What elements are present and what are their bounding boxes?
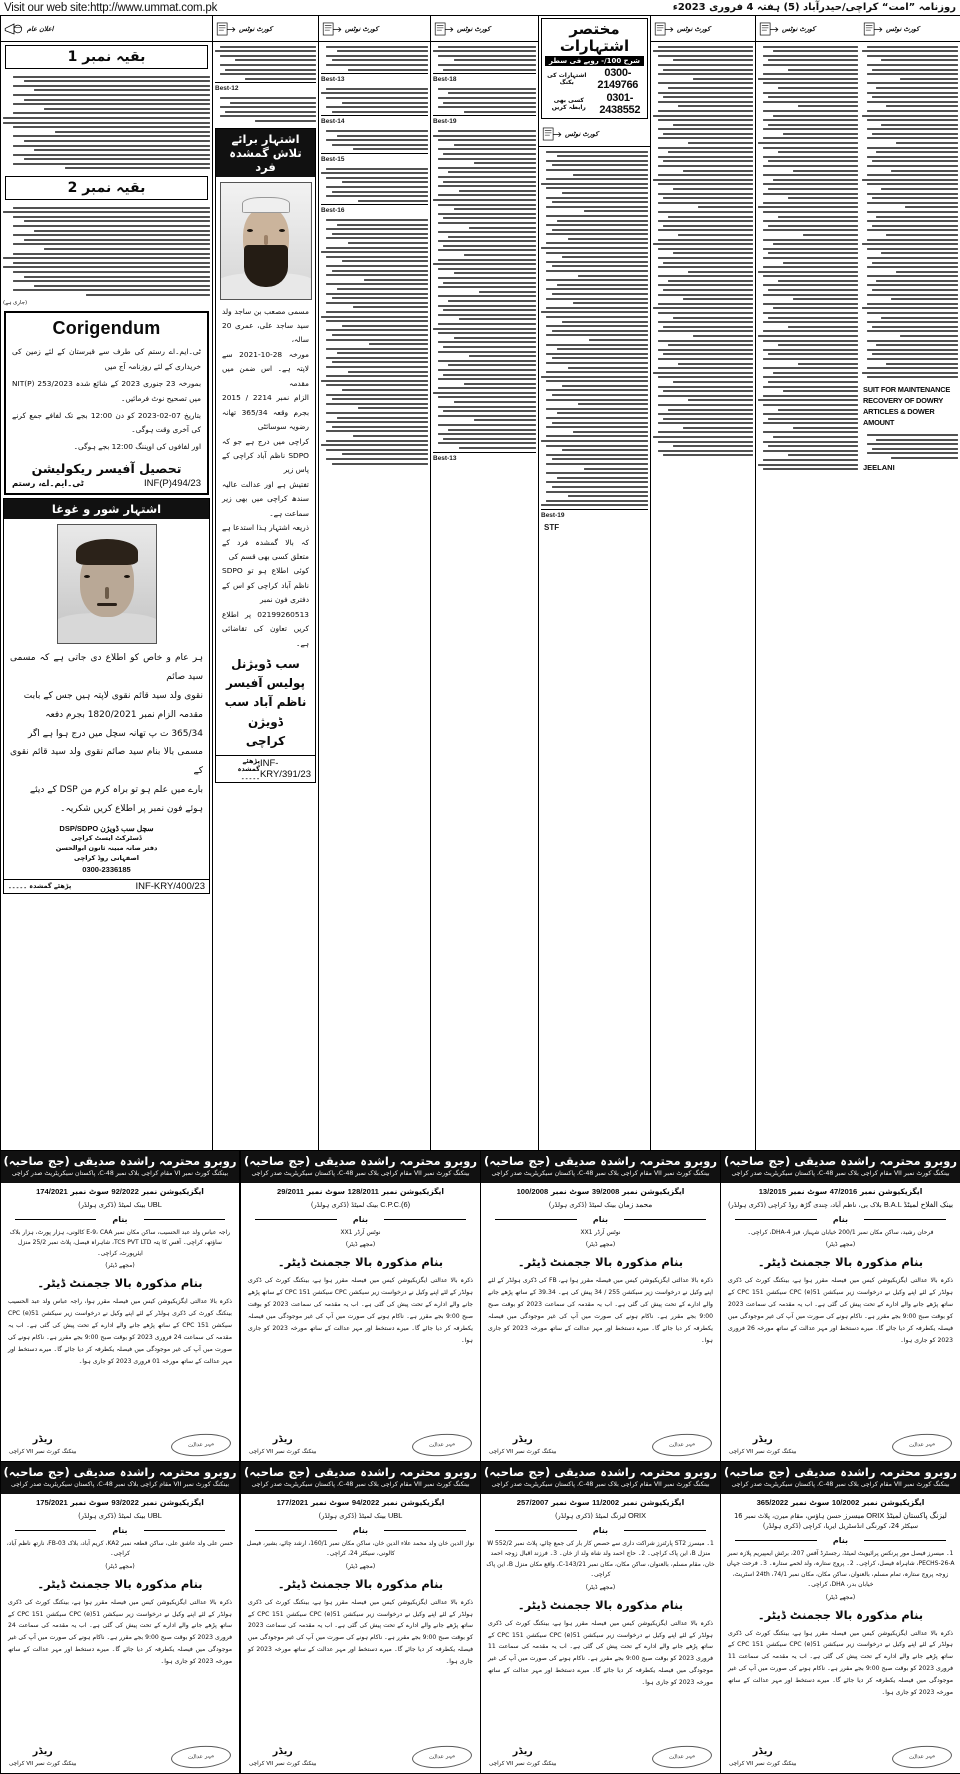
best-label-stf: Best-19 <box>541 509 648 521</box>
photo-ad-1-heading: اشتہار برائے تلاش گمشدہ فرد <box>216 129 315 177</box>
notice-footer <box>241 1431 480 1461</box>
court-notice-icon-strip-6 <box>756 16 860 42</box>
corigendum-office: ٹی۔ایم۔اے، رستم <box>12 479 84 490</box>
classified-stack-6 <box>319 42 430 468</box>
photo-ad-2-line-1: ہر عام و خاص کو اطلاع دی جاتی ہے کہ مسمی سید صائم <box>10 653 203 682</box>
banner-rate: شرح 100/- روپے فی سطر <box>545 56 644 66</box>
case-numbers <box>241 1183 480 1197</box>
court-notice-card[interactable] <box>240 1150 480 1462</box>
court-seal: مہر عدالت <box>891 1432 952 1458</box>
notice-body: ذکرہ بالا عدالتی ایگزیکیوشن کیس میں فیصلہ مقرر ہوا ہے، FB کی ڈکری ہولڈر کے لئے اپنے وکیل نے درخواست زیر سیکشن 255 / 34 پیش کی ہے۔ 39.34 کے ساتھ پڑھے جانے والے ادارے کے تحت پیش کی گئی ہے۔ اب یہ مقدمہ کی سماعت 2023 کو بوقت صبح 9:00 بجے مقرر ہے۔ ناکام ہونے کی صورت میں آپ کی غیر موجودگی میں فیصلہ یکطرفہ کر دیا جائے گا۔ میرے دستخط اور مہر عدالت کے ساتھ مورخہ 2023 کو جاری ہوا۔ <box>488 1277 713 1344</box>
best-label-d: Best-16 <box>321 204 428 216</box>
execution-label: ایگزیکیوشن نمبر <box>621 1186 685 1196</box>
suit-label: سوٹ نمبر <box>550 1186 590 1196</box>
court-notice-icon-label-2: کورٹ نوٹس <box>345 24 379 33</box>
notice-footer <box>241 1743 480 1773</box>
defendant-tail: (مجھے ڈیٹر) <box>105 1562 135 1570</box>
notice-footer <box>721 1431 960 1461</box>
suit-label: سوٹ نمبر <box>70 1186 109 1196</box>
court-notice-icon <box>321 20 343 38</box>
classified-stack-2 <box>756 42 860 474</box>
reader-signature: ریڈر بینکنگ کورٹ نمبر VII کراچی <box>729 1746 797 1767</box>
plaintiff-subtitle: بینک لمیٹڈ (ڈکری ہولڈر) <box>548 1200 616 1209</box>
defendant-details: راجہ عباس ولد عبد الحسیب، ساکن مکان نمبر E-9، CAA کالونی، ہزار پورٹ، ہزار بلاک ساؤتھ، کراچی۔ آفس کا پتہ TCS PVT LTD، شاہراہ فیصل، پلاٹ نمبر 25/2 منزل ایئرپورٹ، کراچی۔ <box>9 1228 231 1257</box>
versus-divider: بنام <box>1 1212 239 1226</box>
bearded-man-photo <box>220 182 312 300</box>
suit-label: سوٹ نمبر <box>551 1497 590 1507</box>
page-body <box>0 16 960 1774</box>
photo-ad-2-phone[interactable]: 0300-2336185 <box>82 864 131 874</box>
judge-name: روبرو محترمہ راشدہ صدیقی (جج صاحبہ) <box>484 1154 717 1168</box>
plaintiff-name: محمد زمان <box>618 1199 653 1209</box>
column-photo-ad-1 <box>212 16 318 1150</box>
plaintiff-subtitle: بلاک بی، ناظم آباد، چندی گڑھ روڈ کراچی (ڈکری ہولڈر) <box>727 1200 882 1209</box>
classified-stack-0-tail <box>860 430 960 462</box>
plaintiff-name: B.A.L بینک الفلاح لمیٹڈ <box>883 1199 953 1209</box>
plaintiff-name: میسرز ORIX لیزنگ پاکستان لمیٹڈ <box>843 1510 947 1520</box>
addressed-to: بنام مذکورہ بالا ججمنٹ ڈیٹر۔ <box>37 1576 203 1591</box>
reader-signature: ریڈر بینکنگ کورٹ نمبر VII کراچی <box>249 1434 317 1455</box>
judge-name: روبرو محترمہ راشدہ صدیقی (جج صاحبہ) <box>3 1465 237 1479</box>
addressed-to: بنام مذکورہ بالا ججمنٹ ڈیٹر۔ <box>37 1276 203 1291</box>
versus-divider: بنام <box>241 1523 480 1537</box>
execution-label: ایگزیکیوشن نمبر <box>381 1497 445 1507</box>
court-notice-icon-label-6: کورٹ نوٹس <box>782 24 816 33</box>
photo-ad-1-line-1: مسمی مصعب بن ساجد ولد سید ساجد علی، عمری 20 سالہ، <box>222 306 309 345</box>
best-label-f: Best-19 <box>433 115 536 127</box>
judge-name: روبرو محترمہ راشدہ صدیقی (جج صاحبہ) <box>484 1465 717 1479</box>
reader-court: بینکنگ کورٹ نمبر VII کراچی <box>249 1760 317 1767</box>
plaintiff-subtitle: لیزنگ لمیٹڈ (ڈکری ہولڈر) <box>554 1511 626 1520</box>
corigendum-line-2: بمورخہ 23 جنوری 2023 کے شائع شدہ NIT(P) 253/2023 میں تصحیح نوٹ فرمائیں۔ <box>12 378 202 403</box>
suit-for-maintenance-block <box>860 382 960 430</box>
suit-number: 174/2021 <box>36 1186 68 1196</box>
court-notice-icon <box>215 20 237 38</box>
column-classifieds-1 <box>860 16 960 1150</box>
photo-ad-1-line-3: الزام نمبر 2214 / 2015 بجرم وقعہ 365/34 تھانہ رضویہ سوسائٹی <box>222 393 310 432</box>
court-notice-icon <box>433 20 455 38</box>
photo-ad-2-line-3: مقدمہ الزام نمبر 1820/2021 بجرم دفعہ <box>45 709 203 720</box>
notice-footer <box>1 1431 239 1461</box>
plaintiff-subtitle: بینک لمیٹڈ (ڈکری ہولڈر) <box>78 1200 146 1209</box>
photo-ad-1-line-5: تفتیش ہے اور عدالت عالیہ سندھ کراچی میں بھی زیر سماعت ہے۔ <box>222 479 309 518</box>
judge-name: روبرو محترمہ راشدہ صدیقی (جج صاحبہ) <box>244 1465 477 1479</box>
photo-ad-2-heading: اشتہار شور و غوغا <box>4 499 209 519</box>
court-notice-card[interactable] <box>0 1150 240 1462</box>
judge-name: روبرو محترمہ راشدہ صدیقی (جج صاحبہ) <box>724 1465 957 1479</box>
corigendum-signatory-role: تحصیل آفیسر ریکولیشن <box>31 461 182 477</box>
photo-ad-shor-o-ghogha <box>3 498 210 894</box>
plaintiff-subtitle: بینک لمیٹڈ (ڈکری ہولڈر) <box>310 1200 379 1209</box>
continuation-heading-1: بقیہ نمبر 1 <box>5 45 208 69</box>
best-label-12: Best-12 <box>215 82 316 94</box>
continuation-text-1 <box>1 72 212 173</box>
court-notice-card[interactable] <box>720 1462 960 1774</box>
plaintiff-block <box>1 1197 239 1212</box>
notice-footer <box>721 1743 960 1773</box>
notice-body: ذکرہ بالا عدالتی ایگزیکیوشن کیس میں فیصلہ مقرر ہوا ہے، بینکنگ کورٹ کی ڈکری ہولڈر کے لئے اپنے وکیل نے درخواست زیر سیکشن 51(e) CPC سیکشن 151 CPC کے ساتھ پڑھے جانے والے ادارے کے تحت پیش کی گئی ہے۔ اب یہ مقدمہ کی سماعت 2023 کو بوقت صبح 9:00 بجے مقرر ہے۔ ناکام ہونے کی صورت میں آپ کی غیر موجودگی میں فیصلہ یکطرفہ کر دیا جائے گا۔ میرے دستخط اور مہر عدالت کے ساتھ مورخہ 2023 کو جاری ہوا۔ <box>248 1598 473 1665</box>
court-seal: مہر عدالت <box>170 1744 231 1770</box>
photo-ad-2-footer <box>4 879 209 893</box>
photo-ad-1-signature <box>216 653 315 755</box>
reader-court: بینکنگ کورٹ نمبر VII کراچی <box>9 1760 77 1767</box>
defendant-tail: (مجھے ڈیٹر) <box>345 1241 376 1249</box>
suit-line-2: RECOVERY OF DOWRY <box>863 396 944 406</box>
plaintiff-subtitle: بینک لمیٹڈ (ڈکری ہولڈر) <box>318 1511 386 1520</box>
court-seal: مہر عدالت <box>891 1744 952 1770</box>
court-notice-icon <box>541 125 563 143</box>
court-address: بینکنگ کورٹ نمبر VII مقام کراچی بلاک نمبر 48-C، پاکستان سیکریٹریٹ صدر کراچی <box>251 1481 470 1489</box>
corigendum-signature <box>12 461 201 476</box>
corigendum-line-1: ٹی۔ایم۔اے رستم کی طرف سے قبرستان کے لئے زمین کی خریداری کے لئے روزنامہ آج میں <box>12 347 201 372</box>
banner-title: مختصر اشتہارات <box>559 20 630 55</box>
plaintiff-name: UBL <box>147 1199 162 1209</box>
defendant-details: نواز الدین خان ولد محمد علاء الدین خان، ساکن مکان نمبر 160/1، ارشد چائے، بشیر، فیصل کالونی، سیکٹر 24، کراچی۔ <box>246 1539 475 1558</box>
reader-court: بینکنگ کورٹ نمبر VII کراچی <box>249 1448 317 1455</box>
defendant-details: 1۔ میسرز ST2 پارٹنرز شراکت داری سے حصص کار بار کی جمع چائے، پلاٹ نمبر W 552/2 منزل B، این پاک کراچی۔ 2۔ حاج احمد ولد شاہ ولد از خان۔ 3۔ فرزند اقبال زوجہ احمد خان، مقام مسلم، بالعنوان، ساکن مکان، مکان نمبر C-143/21، واقع مکان منزل B، این پاک کراچی۔ <box>486 1539 715 1579</box>
case-numbers <box>1 1183 239 1197</box>
reader-signature: ریڈر بینکنگ کورٹ نمبر VII کراچی <box>489 1746 557 1767</box>
plaintiff-block <box>241 1508 480 1523</box>
plaintiff-name: UBL <box>387 1510 403 1520</box>
court-notice-card[interactable] <box>240 1462 480 1774</box>
photo-ad-1-line-8: 02199260513 پر اطلاع کریں تعاون کی تقاضائی ہے۔ <box>222 609 309 648</box>
photo-ad-1-line-7: کوئی اطلاع ہو تو SDPO ناظم آباد کراچی کو اس کے دفتری فون نمبر <box>222 566 309 605</box>
column-right-features <box>0 16 212 1150</box>
defendant-details: 1۔ میسرز فیصل مور پرنکس پرائیویٹ لمیٹڈ، رجسٹرڈ آفس 207، برٹش ایمپیریم پلازہ نمبر PECHS-26-A، شاہراہ فیصل، کراچی۔ 2۔ پروج ستارہ، ولد لحمے ستارہ۔ 3۔ فرحت جہاں زوجہ پروج ستارہ، تمام مسلم، بالعنوان، ساکن مکان، مکان نمبر 74/1، 24th اسٹریٹ، خیابان بدر، DHA، کراچی۔ <box>726 1549 955 1589</box>
versus-divider: بنام <box>241 1212 480 1226</box>
court-address: بینکنگ کورٹ نمبر VII مقام کراچی بلاک نمبر 48-C، پاکستان سیکریٹریٹ صدر کراچی <box>491 1170 710 1178</box>
photo-ad-2-line-7: ہوئے فون نمبر پر اطلاع کریں شکریہ۔ <box>60 804 203 815</box>
masthead <box>0 0 960 16</box>
corigendum-line-4: اور لفافوں کی اوپننگ 12:00 بجے ہوگی۔ <box>73 442 201 452</box>
photo-ad-2-line-5: مسمی بالا بنام سید صائم نقوی ولد سید قائم نقوی کے <box>10 747 203 777</box>
defendant-tail: (مجھے ڈیٹر) <box>345 1562 376 1570</box>
photo-ad-2-line-2: نقوی ولد سید قائم نقوی لاپتہ ہیں جس کے بابت <box>23 690 203 701</box>
photo-ad-1-footer <box>216 755 315 782</box>
photo-ad-2-sign-4: اصفہانی روڈ کراچی <box>74 853 139 862</box>
case-numbers <box>1 1494 239 1508</box>
best-label-g: Best-13 <box>433 452 536 464</box>
mukhtasar-ishtiharat-banner <box>541 18 648 119</box>
addressed-to: بنام مذکورہ بالا ججمنٹ ڈیٹر۔ <box>277 1255 444 1270</box>
classified-stack-4 <box>539 147 650 536</box>
photo-ad-2-sign-2: ڈسٹرکٹ ایسٹ کراچی <box>71 834 142 843</box>
photo-ad-1-inf-number: INF-KRY/391/23 <box>259 758 311 780</box>
best-label-c: Best-15 <box>321 153 428 165</box>
plaintiff-block <box>241 1197 480 1212</box>
notice-body: ذکرہ بالا عدالتی ایگزیکیوشن کیس میں فیصلہ مقرر ہوا ہے، بینکنگ کورٹ کی ڈکری ہولڈر کے لئے اپنے وکیل نے درخواست زیر سیکشن 51(e) CPC سیکشن 151 CPC کے ساتھ پڑھے جانے والے ادارے کے تحت پیش کی گئی ہے۔ اب یہ مقدمہ کی سماعت 24 فروری 2023 کو بوقت صبح 9:00 بجے مقرر ہے۔ ناکام ہونے کی صورت میں آپ کی غیر موجودگی میں فیصلہ یکطرفہ کر دیا جائے گا۔ میرے دستخط اور مہر عدالت کے ساتھ مورخہ 2023 کو جاری ہوا۔ <box>8 1598 232 1665</box>
suit-number: 100/2008 <box>516 1186 549 1196</box>
plaintiff-block <box>481 1197 720 1212</box>
court-notice-header <box>481 1462 720 1494</box>
court-address: بینکنگ کورٹ نمبر VII مقام کراچی بلاک نمبر 48-C، پاکستان سیکریٹریٹ صدر کراچی <box>731 1170 950 1178</box>
photo-ad-2-line-4: 365/34 ت پ تھانہ سچل میں درج ہوا ہے اگر <box>28 728 203 739</box>
corigendum-footer <box>12 478 201 489</box>
execution-label: ایگزیکیوشن نمبر <box>861 1497 925 1507</box>
photo-ad-2-footnote: پڑھئے گمشدہ ۔۔۔۔۔ <box>8 882 72 891</box>
notice-body: ذکرہ بالا عدالتی ایگزیکیوشن کیس میں فیصلہ مقرر ہوا ہے، بینکنگ کورٹ کی ڈکری ہولڈر کے لئے اپنے وکیل نے درخواست زیر سیکشن 51(e) CPC سیکشن 151 CPC کے ساتھ پڑھے جانے والے ادارے کے تحت پیش کی گئی ہے۔ اب یہ مقدمہ کی سماعت 11 فروری 2023 کو بوقت صبح 9:00 بجے مقرر ہے۔ ناکام ہونے کی صورت میں آپ کی غیر موجودگی میں فیصلہ یکطرفہ کر دیا جائے گا۔ میرے دستخط اور مہر عدالت کے ساتھ مورخہ 2023 کو جاری ہوا۔ <box>728 1629 953 1696</box>
suit-number: 177/2021 <box>276 1497 309 1507</box>
addressed-to: بنام مذکورہ بالا ججمنٹ ڈیٹر۔ <box>277 1576 444 1591</box>
court-notice-row-2 <box>0 1462 960 1774</box>
announce-icon-strip <box>1 16 212 42</box>
court-notice-header <box>721 1151 960 1183</box>
court-address: بینکنگ کورٹ نمبر VII مقام کراچی بلاک نمبر 48-C، پاکستان سیکریٹریٹ صدر کراچی <box>731 1481 950 1489</box>
column-classifieds-5 <box>430 16 538 1150</box>
court-notice-header <box>721 1462 960 1494</box>
photo-ad-2-line-6: بارے میں علم ہو تو براہ کرم من DSP کے دیئے <box>29 785 203 796</box>
court-notice-icon-label-4: کورٹ نوٹس <box>565 129 599 138</box>
continuation-text-2 <box>1 203 212 308</box>
versus-divider: بنام <box>721 1533 960 1547</box>
column-classifieds-2 <box>755 16 860 1150</box>
execution-label: ایگزیکیوشن نمبر <box>381 1186 444 1196</box>
banner-phone-label-1: اشتہارات کی بکنگ <box>547 72 587 86</box>
banner-phone-row-2 <box>545 92 644 116</box>
defendant-tail: (مجھے ڈیٹر) <box>105 1262 135 1270</box>
suit-label: سوٹ نمبر <box>310 1497 350 1507</box>
case-numbers <box>241 1494 480 1508</box>
addressed-to: بنام مذکورہ بالا ججمنٹ ڈیٹر۔ <box>517 1597 684 1612</box>
column-classifieds-6 <box>318 16 430 1150</box>
execution-number: 39/2008 <box>591 1186 620 1196</box>
versus-divider: بنام <box>721 1212 960 1226</box>
suit-line-1: SUIT FOR MAINTENANCE <box>863 384 951 394</box>
reader-signature: ریڈر بینکنگ کورٹ نمبر VII کراچی <box>9 1746 77 1767</box>
notice-body: ذکرہ بالا عدالتی ایگزیکیوشن کیس میں فیصلہ مقرر ہوا ہے، بینکنگ کورٹ کی ڈکری ہولڈر کے لئے اپنے وکیل نے درخواست زیر سیکشن CPC سیکشن 151 CPC کے ساتھ پڑھے جانے والے ادارے کے تحت پیش کی گئی ہے۔ اب یہ مقدمہ کی سماعت 2023 کو بوقت صبح 9:00 بجے مقرر ہے۔ ناکام ہونے کی صورت میں آپ کی غیر موجودگی میں فیصلہ یکطرفہ کر دیا جائے گا۔ میرے دستخط اور مہر عدالت کے ساتھ مورخہ 2023 کو جاری ہوا۔ <box>248 1277 473 1344</box>
defendant-details: نوٹس آرڈر XX1 <box>340 1228 381 1236</box>
photo-ad-2-body <box>4 647 209 821</box>
case-numbers <box>721 1494 960 1508</box>
suit-number: 29/2011 <box>277 1186 305 1196</box>
court-notice-icon-label-3: کورٹ نوٹس <box>457 24 491 33</box>
announce-icon-label: اعلان عام <box>27 24 54 33</box>
execution-number: 11/2002 <box>592 1497 620 1507</box>
case-numbers <box>721 1183 960 1197</box>
corigendum-inf-number: INF(P)494/23 <box>143 478 201 490</box>
banner-phone-row-1 <box>545 67 644 91</box>
notice-footer <box>1 1743 239 1773</box>
execution-number: 92/2022 <box>111 1186 139 1196</box>
photo-ad-1-photo-wrap <box>216 177 315 303</box>
notice-footer <box>481 1743 720 1773</box>
court-notice-card[interactable] <box>480 1150 720 1462</box>
photo-ad-1-body <box>216 303 315 654</box>
versus-divider: بنام <box>1 1523 239 1537</box>
photo-ad-2-sign-3: دفتر صانہ مبینہ ثانون ابوالحسن <box>55 844 158 853</box>
column-classifieds-3 <box>650 16 755 1150</box>
suit-number: 365/2022 <box>756 1497 789 1507</box>
court-notice-icon <box>653 20 675 38</box>
reader-signature: ریڈر بینکنگ کورٹ نمبر VII کراچی <box>249 1746 317 1767</box>
reader-court: بینکنگ کورٹ نمبر VII کراچی <box>9 1448 77 1455</box>
court-address: بینکنگ کورٹ نمبر VI مقام کراچی بلاک نمبر 48-C، پاکستان سیکریٹریٹ صدر کراچی <box>11 1170 229 1178</box>
photo-ad-1-sign-2: ناظم آباد سب ڈویژن <box>224 695 307 729</box>
suit-label: سوٹ نمبر <box>790 1497 830 1507</box>
banner-phone-1[interactable]: 0300-2149766 <box>597 67 639 91</box>
reader-signature: ریڈر بینکنگ کورٹ نمبر VII کراچی <box>489 1434 557 1455</box>
plaintiff-name: ORIX <box>627 1510 647 1520</box>
column-classifieds-4 <box>538 16 650 1150</box>
suit-label: سوٹ نمبر <box>788 1186 828 1196</box>
photo-ad-1-sign-3: کراچی <box>245 733 286 748</box>
jeelani-signature: JEELANI <box>863 462 895 472</box>
execution-label: ایگزیکیوشن نمبر <box>141 1186 204 1196</box>
court-notice-icon-strip-3 <box>431 16 538 42</box>
jari-hai-note: (جاری ہے) <box>3 299 28 306</box>
suit-number: 13/2015 <box>758 1186 787 1196</box>
defendant-tail: (مجھے ڈیٹر) <box>825 1593 856 1601</box>
short-hair-man-photo <box>57 524 157 644</box>
execution-number: 47/2016 <box>829 1186 858 1196</box>
court-seal: مہر عدالت <box>651 1432 712 1458</box>
reader-court: بینکنگ کورٹ نمبر VII کراچی <box>489 1448 557 1455</box>
case-numbers <box>481 1494 720 1508</box>
court-notice-header <box>1 1462 239 1494</box>
court-notice-grid <box>0 1150 960 1774</box>
reader-court: بینکنگ کورٹ نمبر VII کراچی <box>729 1760 797 1767</box>
court-notice-icon-label-5: کورٹ نوٹس <box>677 24 711 33</box>
court-notice-icon-strip-7 <box>860 16 960 42</box>
suit-number: 175/2021 <box>36 1497 68 1507</box>
execution-number: 94/2022 <box>351 1497 380 1507</box>
best-label-e: Best-18 <box>433 73 536 85</box>
defendant-details: فرحان رشید، ساکن مکان نمبر 200/1 خیابان شہباز، فیز DHA-4، کراچی۔ <box>747 1228 934 1236</box>
continuation-heading-2: بقیہ نمبر 2 <box>5 176 208 200</box>
photo-ad-2-inf-number: INF-KRY/400/23 <box>135 880 205 892</box>
suit-number: 257/2007 <box>516 1497 549 1507</box>
photo-ad-2-sign-1: DSP/SDPO سچل سب ڈویژن <box>59 824 154 834</box>
photo-ad-2-photo-wrap <box>4 519 209 647</box>
reader-court: بینکنگ کورٹ نمبر VII کراچی <box>489 1760 557 1767</box>
reader-signature: ریڈر بینکنگ کورٹ نمبر VII کراچی <box>729 1434 797 1455</box>
plaintiff-subtitle: حسن ہاؤس، مقام میرن، پلاٹ نمبر 16 سیکٹر 24، کورنگی انڈسٹریل ایریا، کراچی (ڈکری ہولڈر) <box>734 1511 919 1530</box>
classified-stack-5 <box>431 42 538 465</box>
plaintiff-name: C.P.C.(6) <box>380 1199 411 1209</box>
court-notice-icon <box>758 20 780 38</box>
stf-label: STF <box>544 522 560 532</box>
execution-label: ایگزیکیوشن نمبر <box>141 1497 204 1507</box>
plaintiff-block <box>721 1508 960 1533</box>
defendant-tail: (مجھے ڈیٹر) <box>585 1241 616 1249</box>
defendant-tail: (مجھے ڈیٹر) <box>825 1241 856 1249</box>
court-notice-header <box>481 1151 720 1183</box>
best-label-a: Best-13 <box>321 73 428 85</box>
execution-label: ایگزیکیوشن نمبر <box>621 1497 685 1507</box>
defendant-tail: (مجھے ڈیٹر) <box>585 1583 616 1591</box>
suit-line-4: AMOUNT <box>863 418 895 428</box>
court-seal: مہر عدالت <box>411 1432 472 1458</box>
notice-body: ذکرہ بالا عدالتی ایگزیکیوشن کیس میں فیصلہ مقرر ہوا ہے، بینکنگ کورٹ کی ڈکری ہولڈر کے لئے اپنے وکیل نے درخواست زیر سیکشن 51(e) CPC سیکشن 151 CPC کے ساتھ پڑھے جانے والے ادارے کے تحت پیش کی گئی ہے۔ اب یہ مقدمہ کی سماعت 2023 کو بوقت صبح 9:00 بجے مقرر ہے۔ ناکام ہونے کی صورت میں آپ کی غیر موجودگی میں فیصلہ یکطرفہ کر دیا جائے گا۔ میرے دستخط اور مہر عدالت کے ساتھ مورخہ 26 فروری 2023 کو جاری ہوا۔ <box>728 1277 954 1344</box>
court-notice-card[interactable] <box>0 1462 240 1774</box>
versus-divider: بنام <box>481 1212 720 1226</box>
court-notice-icon-label-7: کورٹ نوٹس <box>886 24 920 33</box>
court-notice-card[interactable] <box>480 1462 720 1774</box>
classifieds-upper-region <box>0 16 960 1150</box>
addressed-to: بنام مذکورہ بالا ججمنٹ ڈیٹر۔ <box>757 1255 924 1270</box>
plaintiff-block <box>1 1508 239 1523</box>
judge-name: روبرو محترمہ راشدہ صدیقی (جج صاحبہ) <box>244 1154 477 1168</box>
classified-stack-1 <box>213 42 318 126</box>
photo-ad-1-sign-1: سب ڈویژنل پولیس آفیسر <box>225 657 306 691</box>
court-seal: مہر عدالت <box>170 1432 231 1458</box>
banner-phone-list <box>545 67 644 116</box>
classified-stack-0 <box>860 42 960 382</box>
court-seal: مہر عدالت <box>651 1744 712 1770</box>
banner-phone-label-2: کسی بھی رابطہ کریں <box>551 97 586 111</box>
addressed-to: بنام مذکورہ بالا ججمنٹ ڈیٹر۔ <box>757 1607 924 1622</box>
reader-signature: ریڈر بینکنگ کورٹ نمبر VII کراچی <box>9 1434 77 1455</box>
court-notice-row-1 <box>0 1150 960 1462</box>
suit-line-3: ARTICLES & DOWER <box>863 407 935 417</box>
best-label-b: Best-14 <box>321 115 428 127</box>
execution-label: ایگزیکیوشن نمبر <box>859 1186 923 1196</box>
plaintiff-name: UBL <box>147 1510 162 1520</box>
defendant-details: حسن علی ولد عاشق علی، ساکن قطعہ نمبر KA2، کریم آباد، بلاک FB-03، نارتھ ناظم آباد، کراچی۔ <box>6 1539 234 1558</box>
photo-ad-1-line-6: ذریعہ اشتہار ہذا استدعا ہے کہ بالا گمشدہ فرد کے متعلق کسی بھی قسم کی <box>222 523 309 561</box>
execution-number: 10/2002 <box>831 1497 860 1507</box>
court-notice-icon-strip-2 <box>319 16 430 42</box>
notice-body: ذکرہ بالا عدالتی ایگزیکیوشن کیس میں فیصلہ مقرر ہوا، راجہ عباس ولد عبد الحسیب بینکنگ کورٹ کی ڈکری ہولڈر کے لئے اپنے وکیل نے درخواست زیر سیکشن 51(e) CPC سیکشن 151 CPC کے ساتھ پڑھے جانے والے ادارے کے تحت پیش کی گئی ہے۔ اب یہ مقدمہ کی سماعت 24 فروری 2023 کو بوقت صبح 9:00 بجے مقرر ہے۔ ناکام ہونے کی صورت میں آپ کی غیر موجودگی میں فیصلہ یکطرفہ کر دیا جائے گا۔ میرے دستخط اور مہر عدالت کے ساتھ مورخہ 01 فروری 2023 کو جاری ہوا۔ <box>8 1298 233 1365</box>
defendant-details: نوٹس آرڈر XX1 <box>580 1228 621 1236</box>
plaintiff-subtitle: بینک لمیٹڈ (ڈکری ہولڈر) <box>78 1511 146 1520</box>
judge-name: روبرو محترمہ راشدہ صدیقی (جج صاحبہ) <box>724 1154 957 1168</box>
website-url[interactable]: Visit our web site:http://www.ummat.com.pk <box>4 1 218 14</box>
court-notice-icon <box>862 20 884 38</box>
court-address: بینکنگ کورٹ نمبر VII مقام کراچی بلاک نمبر 48-C، پاکستان سیکریٹریٹ صدر کراچی <box>251 1170 470 1178</box>
court-notice-icon-strip-1 <box>213 16 318 42</box>
execution-number: 128/2011 <box>347 1186 379 1196</box>
photo-ad-talash-gumshuda <box>215 128 316 783</box>
court-address: بینکنگ کورٹ نمبر VII مقام کراچی بلاک نمبر 48-C، پاکستان سیکریٹریٹ صدر کراچی <box>491 1481 710 1489</box>
banner-phone-2[interactable]: 0301-2438552 <box>599 92 641 116</box>
photo-ad-2-signature <box>4 821 209 879</box>
versus-divider: بنام <box>481 1523 720 1537</box>
corigendum-notice <box>4 311 209 495</box>
suit-label: سوٹ نمبر <box>306 1186 345 1196</box>
execution-number: 93/2022 <box>111 1497 139 1507</box>
court-notice-card[interactable] <box>720 1150 960 1462</box>
addressed-to: بنام مذکورہ بالا ججمنٹ ڈیٹر۔ <box>517 1255 684 1270</box>
plaintiff-block <box>721 1197 960 1212</box>
court-address: بینکنگ کورٹ نمبر VII مقام کراچی بلاک نمبر 48-C، پاکستان سیکریٹریٹ صدر کراچی <box>10 1481 230 1489</box>
court-notice-icon-label-1: کورٹ نوٹس <box>239 24 273 33</box>
megaphone-icon <box>3 20 25 38</box>
court-seal: مہر عدالت <box>411 1744 472 1770</box>
notice-footer <box>481 1431 720 1461</box>
notice-body: ذکرہ بالا عدالتی ایگزیکیوشن کیس میں فیصلہ مقرر ہوا ہے، بینکنگ کورٹ کی ڈکری ہولڈر کے لئے اپنے وکیل نے درخواست زیر سیکشن 51(e) CPC سیکشن 151 CPC کے ساتھ پڑھے جانے والے ادارے کے تحت پیش کی گئی ہے۔ اب یہ مقدمہ کی سماعت 11 فروری 2023 کو بوقت صبح 9:00 بجے مقرر ہے۔ ناکام ہونے کی صورت میں آپ کی غیر موجودگی میں فیصلہ یکطرفہ کر دیا جائے گا۔ میرے دستخط اور مہر عدالت کے ساتھ مورخہ 2023 کو جاری ہوا۔ <box>488 1619 713 1686</box>
suit-label: سوٹ نمبر <box>70 1497 109 1507</box>
reader-court: بینکنگ کورٹ نمبر VII کراچی <box>729 1448 797 1455</box>
court-notice-icon-strip-5 <box>651 16 755 42</box>
photo-ad-1-line-2: مورخہ 28-10-2021 سے لاپتہ ہے۔ اس ضمن میں مقدمہ <box>222 349 309 388</box>
plaintiff-block <box>481 1508 720 1523</box>
court-notice-header <box>241 1462 480 1494</box>
classified-stack-3 <box>651 42 755 460</box>
court-notice-icon-strip-4 <box>539 121 650 147</box>
case-numbers <box>481 1183 720 1197</box>
corigendum-title: Corigendum <box>52 318 161 339</box>
court-notice-header <box>1 1151 239 1183</box>
photo-ad-1-footnote: پڑھئے گمشدہ ۔۔۔۔۔ <box>237 757 260 781</box>
court-notice-header <box>241 1151 480 1183</box>
judge-name: روبرو محترمہ راشدہ صدیقی (جج صاحبہ) <box>3 1154 237 1168</box>
corigendum-line-3: بتاریخ 07-02-2023 کو دن 12:00 بجے تک لفافے جمع کرنے کی آخری وقت ہوگی۔ <box>12 410 201 435</box>
photo-ad-1-line-4: کراچی میں درج ہے جو کہ SDPO ناظم آباد کراچی کے پاس زیر <box>222 436 309 475</box>
paper-dateline: روزنامہ ”امت“ کراچی/حیدرآباد (5) ہفتہ 4 فروری 2023ء <box>672 2 956 13</box>
